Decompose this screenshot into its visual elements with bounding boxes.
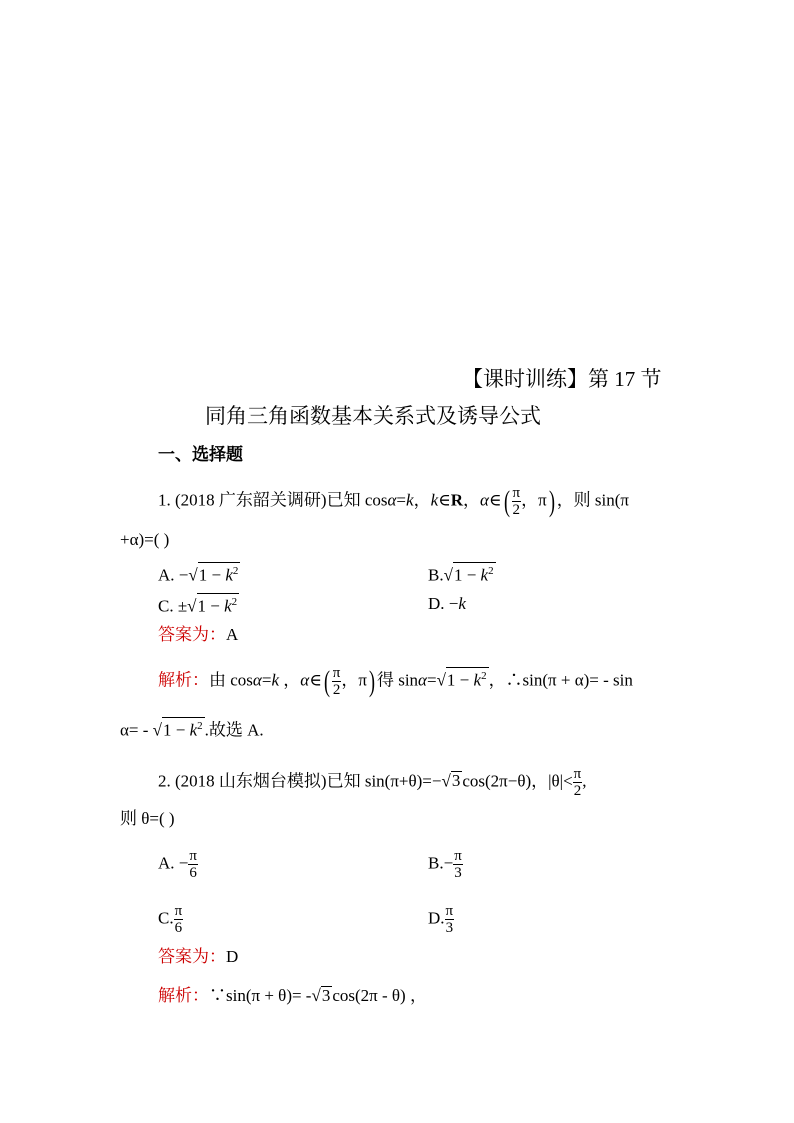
q2-stem-continued: 则 θ=( ) [120,809,175,828]
q2-option-a: A. − $\frac{\pi}{6}$ [158,848,197,881]
q2-option-d: D. $\frac{\pi}{3}$ [428,903,454,936]
answer-value: A [226,625,239,644]
answer-label: 答案为： [158,625,226,644]
fraction: $\frac{\pi}{6}$ [174,903,183,936]
q2-analysis: 解析：∵sin(π + θ)= -√3 cos(2π - θ) ， [158,986,427,1005]
fraction: $\frac{\pi}{6}$ [189,848,197,881]
q1-answer [158,624,238,646]
fraction: $\frac{\pi}{2}$ [512,485,521,518]
q1-option-b: $B.√1 - k^2$ [428,562,496,587]
fraction: $\frac{\pi}{3}$ [445,903,454,936]
page-title: 同角三角函数基本关系式及诱导公式 [205,404,541,428]
q1-stem: 1. (2018 广东韶关调研)已知 cosα=k，k∈R，α∈( $\frac{\pi}{2}$ ，π) ，则 sin(π [158,484,630,518]
q1-stem-continued: +α)=( ) [120,530,170,549]
fraction: $\frac{\pi}{2}$ [573,766,582,799]
section-heading: 一、选择题 [158,445,243,464]
analysis-label: 解析： [158,670,209,690]
q2-option-c: C. $\frac{\pi}{6}$ [158,903,183,936]
answer-value: D [226,947,239,966]
q2-answer [158,946,238,968]
q1-option-d: D. −k [428,594,466,613]
answer-label: 答案为： [158,947,226,966]
q1-analysis-continued: $\alpha= - √1 - k^2$ .故选 A. [120,717,264,742]
q1-analysis: 解析：由 cosα=k ，α∈( $\frac{\pi}{2}$ ，π) 得 $\sin\alpha=√1 - k^2$ ，∴sin(π + α)= - sin [158,664,633,698]
q1-option-a: A. $-√1 - k^2$ [158,562,240,587]
fraction: $\frac{\pi}{3}$ [454,848,462,881]
fraction: $\frac{\pi}{2}$ [332,665,341,698]
analysis-label: 解析： [158,986,209,1005]
q1-option-c: C. $\pm√1 - k^2$ [158,593,239,618]
q2-stem: 2. (2018 山东烟台模拟)已知 sin(π+θ)=−√3 cos(2π−θ)，|θ|< $\frac{\pi}{2}$ , [158,766,587,799]
q2-option-b: B.− $\frac{\pi}{3}$ [428,848,462,881]
lesson-title: 【课时训练】第 17 节 [462,367,662,391]
